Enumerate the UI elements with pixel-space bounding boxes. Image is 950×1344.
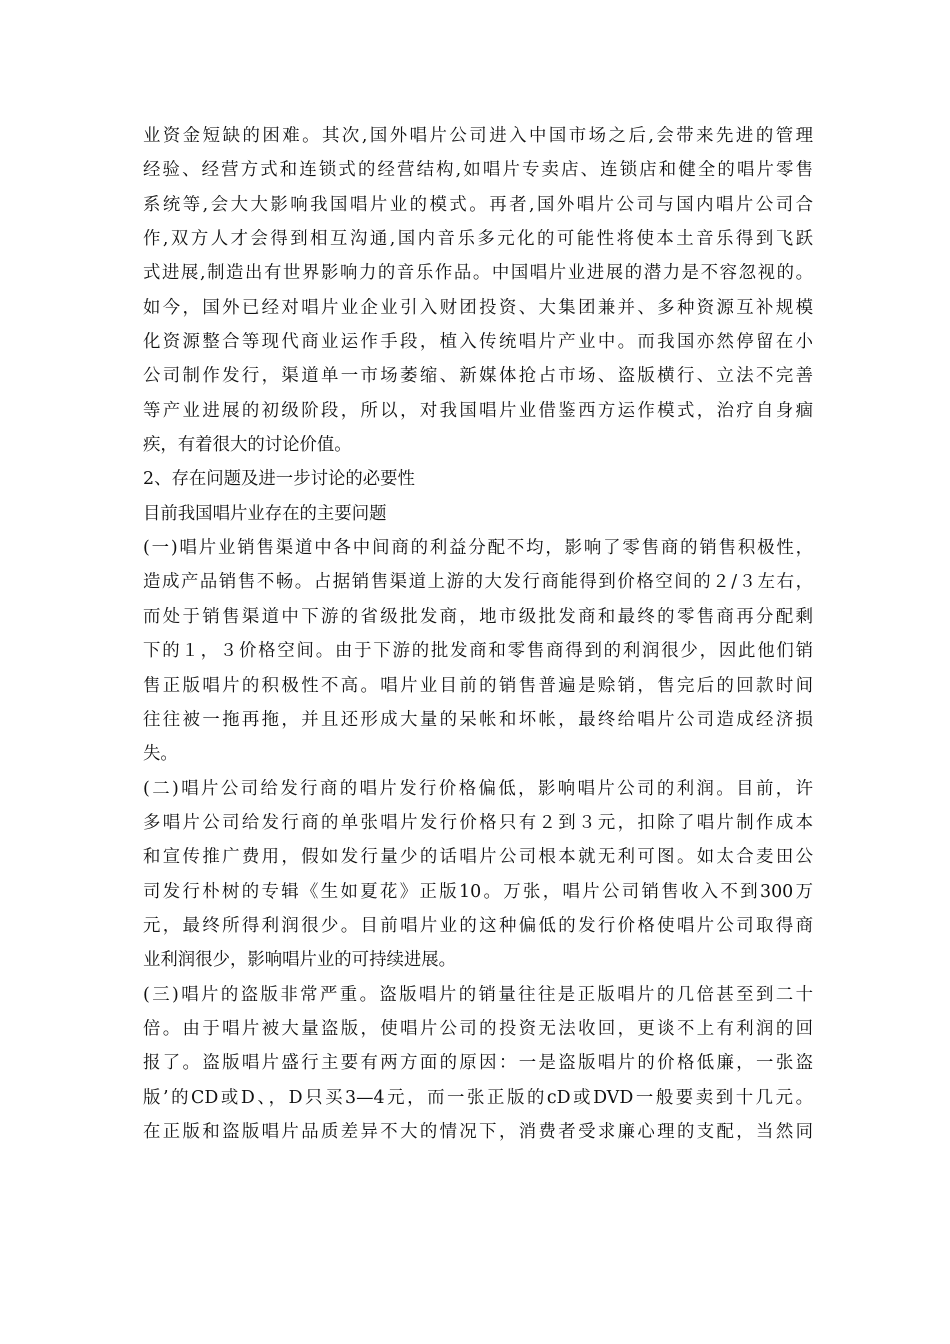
text-line: 式进展,制造出有世界影响力的音乐作品。中国唱片业进展的潜力是不容忽视的。 [143, 263, 813, 284]
text-line: 业资金短缺的困难。其次,国外唱片公司进入中国市场之后,会带来先进的管理 [143, 126, 813, 146]
text-line: 作,双方人才会得到相互沟通,国内音乐多元化的可能性将使本土音乐得到飞跃 [143, 229, 813, 250]
text-line: 等产业进展的初级阶段，所以，对我国唱片业借鉴西方运作模式，治疗自身痼 [143, 400, 813, 421]
text-line: 疾，有着很大的讨论价值。 [143, 435, 352, 456]
text-line: (二)唱片公司给发行商的唱片发行价格偏低，影响唱片公司的利润。目前，许 [143, 778, 813, 799]
text-line: 公司制作发行，渠道单一市场萎缩、新媒体抢占市场、盗版横行、立法不完善 [143, 366, 813, 387]
text-line: 往往被一拖再拖，并且还形成大量的呆帐和坏帐，最终给唱片公司造成经济损 [143, 709, 813, 730]
text-line: 倍。由于唱片被大量盗版，使唱片公司的投资无法收回，更谈不上有利润的回 [143, 1018, 813, 1039]
text-line: 司发行朴树的专辑《生如夏花》正版10。万张，唱片公司销售收入不到300万 [143, 881, 813, 902]
text-line: 多唱片公司给发行商的单张唱片发行价格只有２到３元，扣除了唱片制作成本 [143, 812, 813, 833]
text-line: (三)唱片的盗版非常严重。盗版唱片的销量往往是正版唱片的几倍甚至到二十 [143, 984, 813, 1005]
text-line: 失。 [143, 744, 178, 765]
text-line: 如今，国外已经对唱片业企业引入财团投资、大集团兼并、多种资源互补规模 [143, 297, 813, 318]
text-line: (一)唱片业销售渠道中各中间商的利益分配不均，影响了零售商的销售积极性， [143, 538, 813, 559]
text-line: 业利润很少，影响唱片业的可持续进展。 [143, 950, 457, 971]
text-line: 报了。盗版唱片盛行主要有两方面的原因：一是盗版唱片的价格低廉，一张盗 [143, 1053, 813, 1074]
text-line: 版’的CD或D、，D只买3—4元，而一张正版的cD或DVD一般要卖到十几元。 [143, 1087, 813, 1108]
text-line: 元，最终所得利润很少。目前唱片业的这种偏低的发行价格使唱片公司取得商 [143, 915, 813, 936]
text-line: 经验、经营方式和连锁式的经营结构,如唱片专卖店、连锁店和健全的唱片零售 [143, 160, 813, 181]
document-body [143, 119, 813, 1149]
text-line: 在正版和盗版唱片品质差异不大的情况下，消费者受求廉心理的支配，当然同 [143, 1121, 813, 1142]
text-line: 售正版唱片的积极性不高。唱片业目前的销售普遍是赊销，售完后的回款时间 [143, 675, 813, 696]
section-heading: 2、存在问题及进一步讨论的必要性 [143, 469, 415, 490]
text-line: 和宣传推广费用，假如发行量少的话唱片公司根本就无利可图。如太合麦田公 [143, 847, 813, 868]
text-line: 造成产品销售不畅。占据销售渠道上游的大发行商能得到价格空间的２/３左右， [143, 572, 813, 593]
text-line: 下的１，３价格空间。由于下游的批发商和零售商得到的利润很少，因此他们销 [143, 641, 813, 662]
text-line: 化资源整合等现代商业运作手段，植入传统唱片产业中。而我国亦然停留在小 [143, 332, 813, 353]
text-line: 而处于销售渠道中下游的省级批发商，地市级批发商和最终的零售商再分配剩 [143, 606, 813, 627]
subsection-heading: 目前我国唱片业存在的主要问题 [143, 503, 387, 524]
text-line: 系统等,会大大影响我国唱片业的模式。再者,国外唱片公司与国内唱片公司合 [143, 194, 813, 215]
